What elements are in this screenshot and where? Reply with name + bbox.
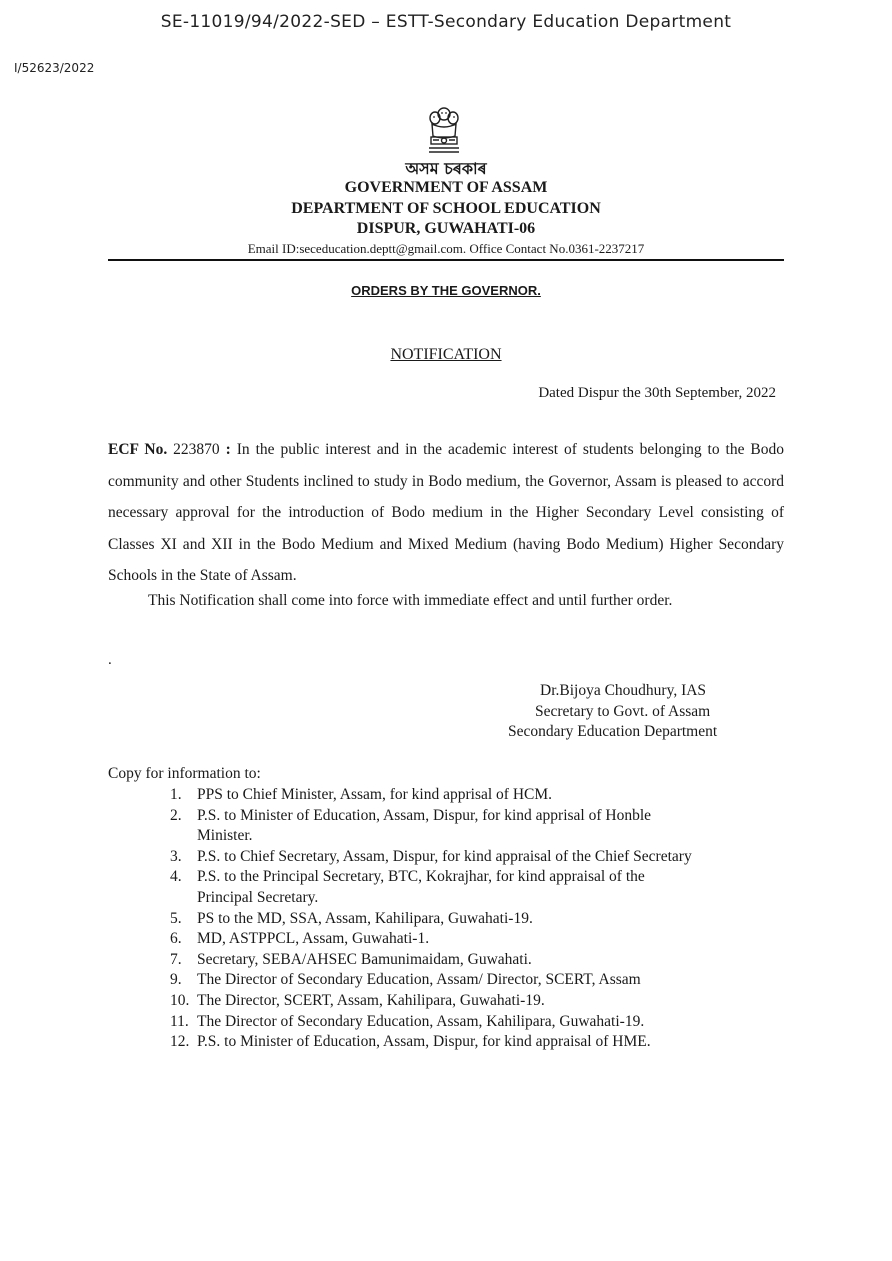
list-item: Minister.: [197, 827, 253, 845]
list-item: 2. P.S. to Minister of Education, Assam, Dispur, for kind apprisal of Honble: [170, 806, 652, 824]
file-reference: SE-11019/94/2022-SED – ESTT-Secondary Education Department: [160, 12, 732, 32]
list-item: 10. The Director, SCERT, Assam, Kahilipara, Guwahati-19.: [170, 991, 545, 1009]
copy-to-heading: Copy for information to:: [108, 765, 261, 782]
ecf-number: 223870: [173, 441, 220, 458]
list-item: 1. PPS to Chief Minister, Assam, for kind apprisal of HCM.: [170, 786, 553, 803]
list-item: 12. P.S. to Minister of Education, Assam, Dispur, for kind appraisal of HME.: [170, 1033, 651, 1051]
state-emblem-icon: [424, 106, 464, 158]
list-item: 9. The Director of Secondary Education, Assam/ Director, SCERT, Assam: [170, 971, 641, 989]
list-item: 3. P.S. to Chief Secretary, Assam, Dispur, for kind appraisal of the Chief Secretary: [170, 847, 692, 865]
assamese-government-name: অসম চৰকাৰ: [405, 159, 487, 178]
signatory-designation: Secretary to Govt. of Assam: [535, 703, 711, 720]
signatory-name: Dr.Bijoya Choudhury, IAS: [540, 682, 707, 699]
orders-heading: ORDERS BY THE GOVERNOR.: [351, 283, 541, 298]
letterhead-government: GOVERNMENT OF ASSAM: [344, 179, 548, 196]
date-line: Dated Dispur the 30th September, 2022: [538, 385, 776, 401]
stray-dot: .: [108, 652, 112, 668]
list-item: 11. The Director of Secondary Education, Assam, Kahilipara, Guwahati-19.: [170, 1012, 645, 1030]
force-line: This Notification shall come into force with immediate effect and until further order.: [148, 592, 673, 609]
list-item: 6. MD, ASTPPCL, Assam, Guwahati-1.: [170, 930, 430, 948]
list-item: 5. PS to the MD, SSA, Assam, Kahilipara, Guwahati-19.: [170, 909, 533, 927]
letterhead-divider: [108, 259, 784, 261]
ecf-label: ECF No.: [108, 441, 168, 458]
list-item: Principal Secretary.: [197, 888, 319, 906]
ecf-colon: :: [225, 441, 231, 458]
copy-to-list: [170, 785, 692, 1053]
receipt-number: I/52623/2022: [14, 61, 95, 75]
list-item: 4. P.S. to the Principal Secretary, BTC, Kokrajhar, for kind appraisal of the: [170, 868, 645, 886]
letterhead-address: DISPUR, GUWAHATI-06: [356, 220, 536, 237]
notification-title: NOTIFICATION: [390, 346, 502, 363]
list-item: 7. Secretary, SEBA/AHSEC Bamunimaidam, Guwahati.: [170, 950, 532, 968]
signatory-department: Secondary Education Department: [508, 723, 718, 740]
letterhead-department: DEPARTMENT OF SCHOOL EDUCATION: [291, 200, 601, 217]
notification-body: [108, 434, 784, 592]
letterhead-contact: Email ID:seceducation.deptt@gmail.com. Office Contact No.0361-2237217: [247, 241, 645, 256]
body-text: In the public interest and in the academic interest of students belonging to the Bodo community and other Students inclined to study in Bodo medium, the Governor, Assam is pleased to accord necessary approval for the introduction of Bodo medium in the Higher Secondary Level consisting of Classes XI and XII in the Bodo Medium and Mixed Medium (having Bodo Medium) Higher Secondary Schools in the State of Assam.: [108, 441, 785, 584]
